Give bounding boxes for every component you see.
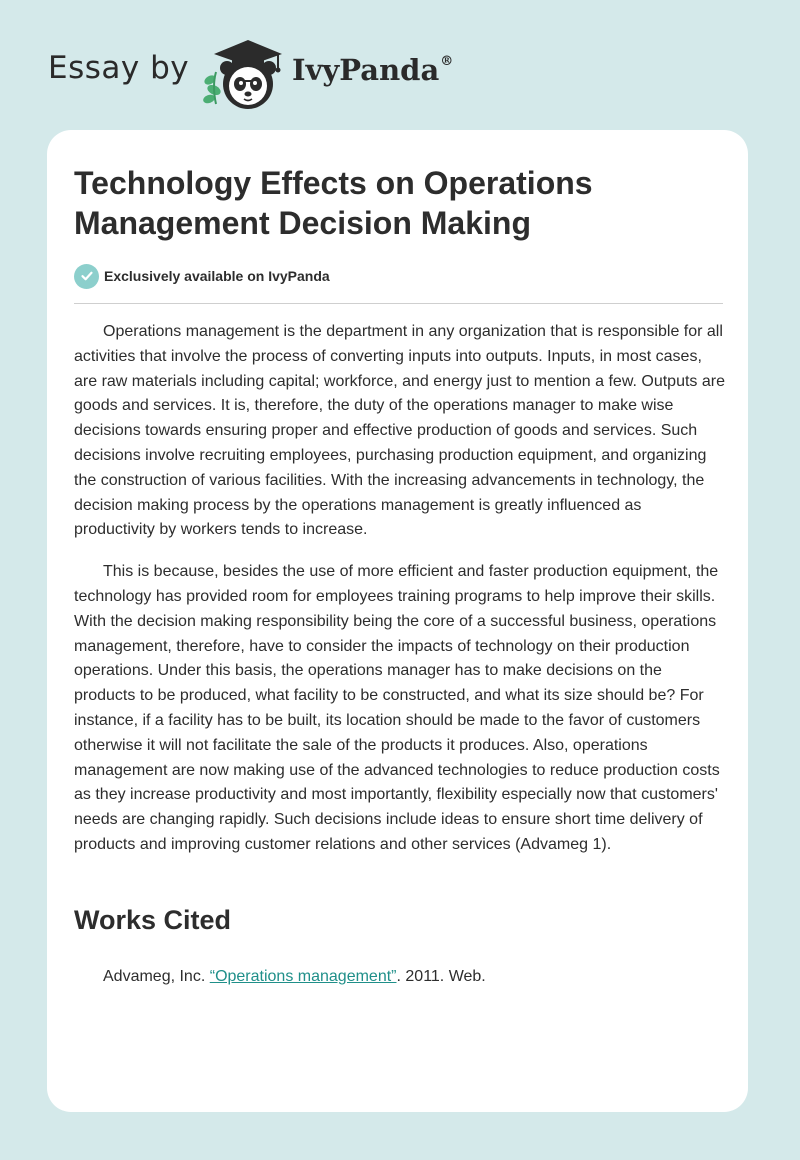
works-cited-heading: Works Cited	[74, 905, 232, 935]
page-title: Technology Effects on Operations Management Decision Making	[74, 165, 593, 241]
exclusive-badge	[74, 263, 330, 289]
exclusive-badge-label: Exclusively available on IvyPanda	[104, 268, 330, 284]
checkmark-icon	[74, 264, 99, 289]
brand-name[interactable]	[292, 53, 453, 87]
citation-author: Advameg, Inc.	[103, 968, 206, 985]
essay-paragraph-2: This is because, besides the use of more efficient and faster production equipment, the technology has provided room for employees training programs to help improve their skills. With the decision making responsibility being the core of a successful business, operations management, therefore, have to consider the impacts of technology on their production operations. Under this basis, the operations manager has to make decisions on the products to be produced, what facility to be constructed, and what its size should be? For instance, if a facility has to be built, its location should be made to the favor of customers otherwise it will not facilitate the sale of the products it produces. Also, operations management are now making use of the advanced technologies to reduce production costs as they increase productivity and most importantly, flexibility especially now that customers' needs are changing rapidly. Such decisions include ideas to ensure short time delivery of products and improving customer relations and other services (Advameg 1).	[74, 563, 720, 853]
essay-paragraph-1: Operations management is the department in any organization that is responsible for all activities that involve the process of converting inputs into outputs. Inputs, in most cases, are raw materials including capital; workforce, and energy just to mention a few. Outputs are goods and services. It is, therefore, the duty of the operations manager to make wise decisions towards ensuring proper and effective production of goods and services. Such decisions involve recruiting employees, purchasing production equipment, and organizing the construction of various facilities. With the increasing advancements in technology, the decision making process by the operations management is greatly influenced as productivity by workers tends to increase.	[74, 323, 725, 539]
essay-body	[74, 320, 726, 875]
citation-entry	[103, 965, 486, 989]
site-header	[48, 34, 528, 114]
citation-link[interactable]: “Operations management”	[209, 968, 397, 985]
registered-mark: ®	[440, 54, 454, 69]
essay-card	[47, 130, 748, 1112]
brand-name-text: IvyPanda	[292, 53, 440, 87]
panda-graduate-logo-icon[interactable]	[200, 34, 286, 114]
citation-rest: . 2011. Web.	[396, 968, 486, 985]
essay-by-label: Essay by	[48, 50, 190, 86]
title-divider	[74, 303, 723, 304]
